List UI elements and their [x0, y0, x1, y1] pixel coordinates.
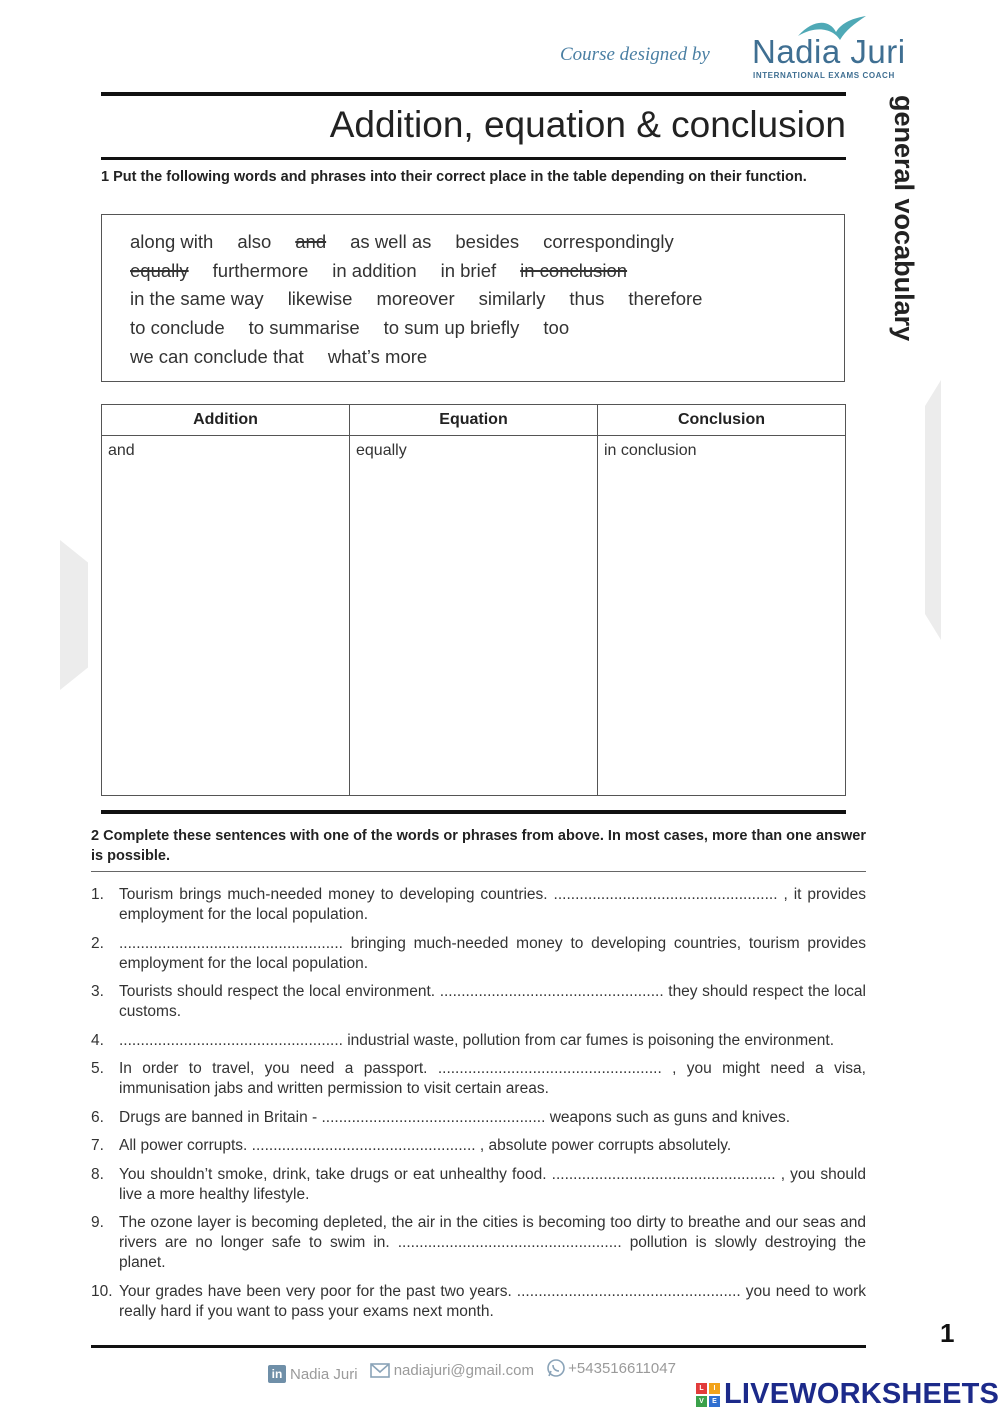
- footer-contacts: [268, 1358, 684, 1383]
- sentence-number: 3.: [91, 983, 104, 1000]
- sentence-item: [91, 1136, 866, 1156]
- email-address: nadiajuri@gmail.com: [393, 1362, 534, 1379]
- liveworksheets-text: LIVEWORKSHEETS: [724, 1378, 1000, 1410]
- top-rule: [101, 92, 846, 96]
- sentence-item: [91, 1108, 866, 1128]
- word-chip[interactable]: in brief: [440, 260, 497, 281]
- word-chip[interactable]: in addition: [332, 260, 417, 281]
- column-header-equation: Equation: [350, 405, 598, 436]
- course-credit: Course designed by: [560, 44, 710, 65]
- word-chip[interactable]: to conclude: [130, 317, 225, 338]
- page-title: Addition, equation & conclusion: [329, 104, 846, 145]
- brand-name: Nadia Juri: [752, 33, 906, 70]
- word-chip[interactable]: too: [543, 317, 570, 338]
- liveworksheets-badge-icon: [696, 1383, 720, 1407]
- sentence-text[interactable]: You shouldn’t smoke, drink, take drugs or eat unhealthy food. .................................................... , you should live a more healthy lifestyle.: [119, 1165, 866, 1203]
- sentence-text[interactable]: Tourists should respect the local environment. .................................................... they should respect the local customs.: [119, 983, 866, 1020]
- sentence-item: [91, 982, 866, 1022]
- word-bank-line: [130, 231, 698, 253]
- word-chip[interactable]: similarly: [478, 288, 546, 309]
- word-chip[interactable]: and: [295, 231, 327, 252]
- sentence-text[interactable]: Drugs are banned in Britain - .................................................... weapons such as guns and knives.: [119, 1108, 791, 1126]
- sentence-item: [91, 885, 866, 925]
- word-bank-line: [130, 260, 651, 282]
- word-chip[interactable]: we can conclude that: [130, 346, 304, 367]
- whatsapp-icon: [546, 1358, 566, 1378]
- sentence-item: [91, 1213, 866, 1273]
- word-chip[interactable]: to summarise: [248, 317, 360, 338]
- linkedin-icon: in: [268, 1365, 286, 1383]
- sentence-item: [91, 1031, 866, 1051]
- page-number: 1: [940, 1318, 955, 1348]
- brand-subtitle: INTERNATIONAL EXAMS COACH: [753, 71, 895, 80]
- word-chip[interactable]: correspondingly: [543, 231, 674, 252]
- badge-letter: V: [696, 1396, 707, 1407]
- decorative-shape-left: [60, 540, 88, 690]
- word-chip[interactable]: in the same way: [130, 288, 264, 309]
- word-chip[interactable]: thus: [569, 288, 605, 309]
- bottom-rule: [91, 1345, 866, 1348]
- sentence-text[interactable]: .................................................... industrial waste, pollution from car fumes is poisoning the environment.: [119, 1031, 835, 1049]
- word-bank: [101, 214, 845, 382]
- badge-letter: I: [709, 1383, 720, 1394]
- sentence-item: [91, 1165, 866, 1205]
- word-chip[interactable]: what’s more: [327, 346, 428, 367]
- footer-linkedin: [268, 1365, 358, 1383]
- category-table: [101, 404, 846, 796]
- word-chip[interactable]: besides: [455, 231, 520, 252]
- word-bank-line: [130, 288, 726, 310]
- sentence-number: 7.: [91, 1137, 104, 1154]
- word-chip[interactable]: also: [237, 231, 272, 252]
- word-chip[interactable]: furthermore: [212, 260, 309, 281]
- word-chip[interactable]: to sum up briefly: [383, 317, 520, 338]
- footer-phone: [546, 1358, 676, 1378]
- sentence-number: 6.: [91, 1108, 104, 1126]
- sentence-number: 8.: [91, 1165, 104, 1183]
- column-header-conclusion: Conclusion: [598, 405, 846, 436]
- sentence-item: [91, 1282, 866, 1322]
- sentence-text[interactable]: The ozone layer is becoming depleted, the air in the cities is becoming too dirty to breathe and our seas and rivers are no longer safe to swim in. .................................................... pollution is slowly destroying the planet.: [119, 1214, 866, 1271]
- linkedin-name: Nadia Juri: [290, 1365, 358, 1383]
- instruction-rule: [91, 871, 866, 872]
- badge-letter: E: [709, 1396, 720, 1407]
- sentence-text[interactable]: .................................................... bringing much-needed money to developing countries, tourism provides employment for the local population.: [119, 934, 866, 972]
- section-rule: [101, 810, 846, 814]
- sentence-text[interactable]: Your grades have been very poor for the past two years. .................................................... you need to work really hard if you want to pass your exams next month.: [119, 1282, 866, 1320]
- word-chip[interactable]: along with: [130, 231, 214, 252]
- column-header-addition: Addition: [102, 405, 350, 436]
- sentence-text[interactable]: In order to travel, you need a passport. .................................................... , you might need a visa, immunisation jabs and written permission to visit certain areas.: [119, 1060, 866, 1097]
- side-label-text: general vocabulary: [889, 95, 919, 342]
- title-rule: [101, 157, 846, 160]
- exercise2-instruction: 2 Complete these sentences with one of the words or phrases from above. In most cases, more than one answer is possible.: [91, 828, 866, 864]
- footer-email: [370, 1362, 534, 1379]
- badge-letter: L: [696, 1383, 707, 1394]
- sentence-number: 5.: [91, 1060, 104, 1077]
- decorative-shape-right: [925, 380, 941, 640]
- sentence-number: 10.: [91, 1282, 113, 1300]
- sentence-text[interactable]: Tourism brings much-needed money to developing countries. .................................................... , it provides employment for the local population.: [119, 886, 866, 923]
- sentence-list: [91, 885, 866, 1330]
- word-chip[interactable]: moreover: [376, 288, 455, 309]
- word-bank-line: [130, 346, 451, 368]
- word-bank-line: [130, 317, 593, 339]
- word-chip[interactable]: in conclusion: [520, 260, 628, 281]
- addition-cell[interactable]: and: [102, 436, 350, 796]
- side-label: [885, 95, 925, 355]
- sentence-item: [91, 1059, 866, 1099]
- sentence-number: 9.: [91, 1214, 104, 1231]
- sentence-text[interactable]: All power corrupts. .................................................... , absolute power corrupts absolutely.: [119, 1137, 732, 1154]
- sentence-number: 1.: [91, 886, 104, 903]
- word-chip[interactable]: equally: [130, 260, 189, 281]
- sentence-number: 2.: [91, 934, 104, 952]
- mail-icon: [370, 1363, 390, 1378]
- word-chip[interactable]: as well as: [350, 231, 432, 252]
- equation-cell[interactable]: equally: [350, 436, 598, 796]
- word-chip[interactable]: therefore: [628, 288, 703, 309]
- sentence-number: 4.: [91, 1031, 104, 1049]
- exercise1-instruction: 1 Put the following words and phrases into their correct place in the table depending on their function.: [101, 169, 807, 185]
- sentence-item: [91, 934, 866, 974]
- conclusion-cell[interactable]: in conclusion: [598, 436, 846, 796]
- word-chip[interactable]: likewise: [287, 288, 353, 309]
- phone-number: +543516611047: [568, 1359, 676, 1377]
- liveworksheets-watermark: [696, 1378, 999, 1411]
